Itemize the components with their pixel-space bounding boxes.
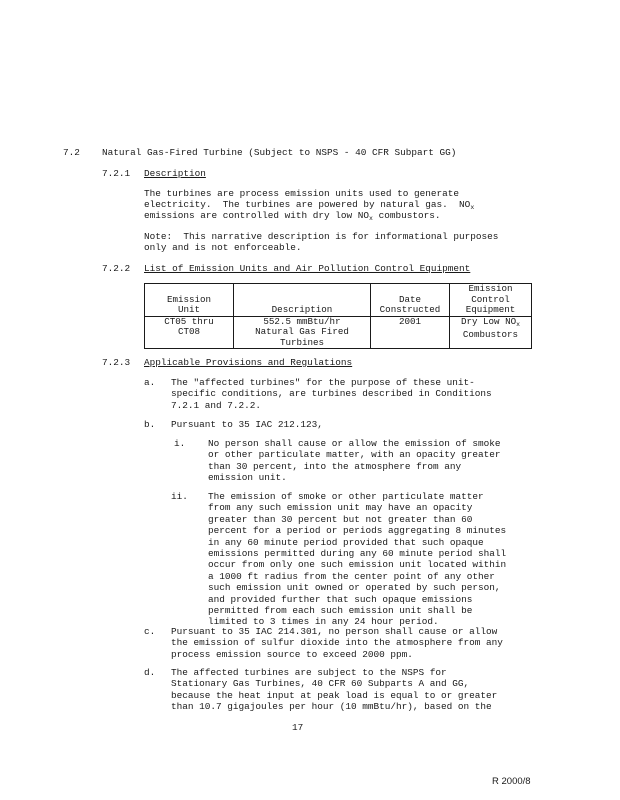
section-title: Natural Gas-Fired Turbine (Subject to NSPS - 40 CFR Subpart GG) bbox=[102, 147, 457, 158]
description-line-1: The turbines are process emission units used to generate bbox=[144, 188, 460, 199]
page-number: 17 bbox=[292, 722, 304, 733]
item-b-ii-label: ii. bbox=[171, 491, 188, 502]
item-b-i-label: i. bbox=[174, 438, 186, 449]
item-b-label: b. bbox=[144, 419, 156, 430]
item-c-label: c. bbox=[144, 626, 156, 637]
table-cell-unit: CT05 thru CT08 bbox=[145, 316, 234, 349]
item-d-label: d. bbox=[144, 667, 156, 678]
subsection-723-heading: Applicable Provisions and Regulations bbox=[144, 357, 353, 368]
emission-units-table bbox=[144, 283, 532, 349]
item-b-text: Pursuant to 35 IAC 212.123, bbox=[171, 419, 323, 430]
description-line-3: emissions are controlled with dry low $NO_x$ combustors. bbox=[144, 210, 441, 222]
table-cell-description: 552.5 mmBtu/hr Natural Gas Fired Turbines bbox=[234, 316, 371, 349]
subsection-721-number: 7.2.1 bbox=[102, 168, 131, 179]
description-line-2: electricity. The turbines are powered by natural gas. $NO_x$ bbox=[144, 199, 475, 211]
item-d-text: The affected turbines are subject to the NSPS for Stationary Gas Turbines, 40 CFR 60 Subparts A and GG, because the heat input at peak load is equal to or greater than 10.7 gigajoules per hour (10 mmBtu/hr), based on the bbox=[171, 667, 498, 713]
table-header-cell: Description bbox=[234, 284, 371, 317]
note-line-1: Note: This narrative description is for informational purposes bbox=[144, 231, 499, 242]
item-c-text: Pursuant to 35 IAC 214.301, no person shall cause or allow the emission of sulfur dioxide into the atmosphere from any process emission source to exceed 2000 ppm. bbox=[171, 626, 503, 660]
table-header-cell: Emission Control Equipment bbox=[450, 284, 532, 317]
subsection-723-number: 7.2.3 bbox=[102, 357, 131, 368]
table-cell-control: Dry Low $NO_x$ Combustors bbox=[450, 316, 532, 349]
table-header-cell: Emission Unit bbox=[145, 284, 234, 317]
table-header-row bbox=[145, 284, 532, 317]
table-row bbox=[145, 316, 532, 349]
item-a-label: a. bbox=[144, 377, 156, 388]
note-line-2: only and is not enforceable. bbox=[144, 242, 302, 253]
subsection-722-number: 7.2.2 bbox=[102, 263, 131, 274]
item-b-ii-text: The emission of smoke or other particulate matter from any such emission unit may have an opacity greater than 30 percent but not greater than 60 percent for a period or periods aggregating 8 minutes in any 60 minute period provided that such opaque emissions permitted during any 60 minute period shall occur from only one such emission unit located within a 1000 ft radius from the center point of any other such emission unit owned or operated by such person, and provided further that such opaque emissions permitted from each such emission unit shall be limited to 3 times in any 24 hour period. bbox=[208, 491, 507, 628]
section-number: 7.2 bbox=[63, 147, 80, 158]
footer-code: R 2000/8 bbox=[492, 776, 531, 787]
subsection-722-heading: List of Emission Units and Air Pollution Control Equipment bbox=[144, 263, 471, 274]
item-b-i-text: No person shall cause or allow the emission of smoke or other particulate matter, with an opacity greater than 30 percent, into the atmosphere from any emission unit. bbox=[208, 438, 501, 484]
item-a-text: The "affected turbines" for the purpose of these unit- specific conditions, are turbines described in Conditions 7.2.1 and 7.2.2. bbox=[171, 377, 492, 411]
subsection-721-heading: Description bbox=[144, 168, 206, 179]
table-cell-date: 2001 bbox=[371, 316, 450, 349]
table-header-cell: Date Constructed bbox=[371, 284, 450, 317]
